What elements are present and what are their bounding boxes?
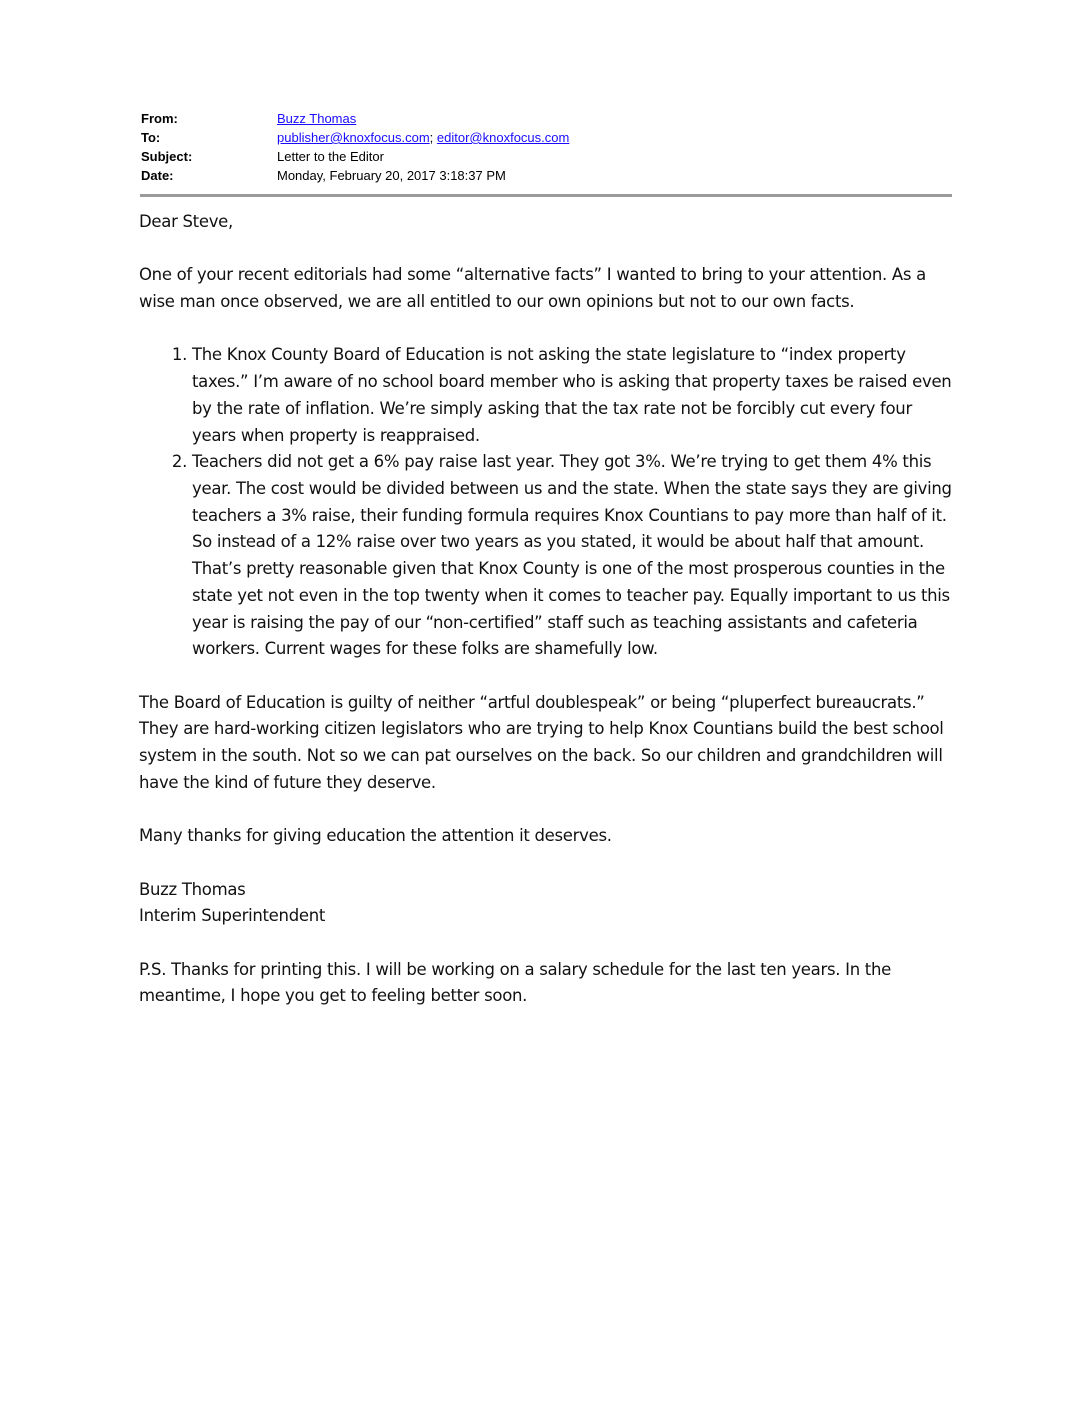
- email-body: [139, 209, 954, 1010]
- list-item: 2. Teachers did not get a 6% pay raise last year. They got 3%. We’re trying to get them 4% this year. The cost would be divided between us and the state. When the state says they are giving teachers a 3% raise, their funding formula requires Knox Countians to pay more than half of it. So instead of a 12% raise over two years as you stated, it would be about half that amount. That’s pretty reasonable given that Knox County is one of the most prosperous counties in the state yet not even in the top twenty when it comes to teacher pay. Equally important to us this year is raising the pay of our “non-certified” staff such as teaching assistants and cafeteria workers. Current wages for these folks are shamefully low.: [192, 449, 954, 663]
- thanks-paragraph: Many thanks for giving education the attention it deserves.: [139, 826, 612, 846]
- salutation: Dear Steve,: [139, 212, 233, 231]
- subject-label: Subject:: [141, 149, 193, 164]
- from-row: [141, 109, 953, 128]
- to-label: To:: [141, 130, 161, 145]
- postscript: P.S. Thanks for printing this. I will be working on a salary schedule for the last ten years. In the meantime, I hope you get to feeling better soon.: [139, 959, 891, 1006]
- subject-value: Letter to the Editor: [277, 149, 384, 164]
- signature-title: Interim Superintendent: [139, 906, 326, 926]
- email-header: [141, 109, 953, 185]
- recipient-separator: ;: [429, 130, 434, 145]
- numbered-list: [139, 342, 954, 662]
- list-item: 1. The Knox County Board of Education is not asking the state legislature to “index property taxes.” I’m aware of no school board member who is asking that property taxes be raised even by the rate of inflation. We’re simply asking that the tax rate not be forcibly cut every four years when property is reappraised.: [192, 342, 954, 449]
- header-divider: [140, 194, 952, 197]
- to-row: [141, 128, 953, 147]
- board-paragraph: The Board of Education is guilty of neither “artful doublespeak” or being “pluperfect bureaucrats.” They are hard-working citizen legislators who are trying to help Knox Countians build the best school system in the south. Not so we can pat ourselves on the back. So our children and grandchildren will have the kind of future they deserve.: [139, 692, 944, 792]
- date-row: [141, 166, 953, 185]
- subject-row: [141, 147, 953, 166]
- recipient-link-editor[interactable]: editor@knoxfocus.com: [436, 130, 570, 145]
- date-value: Monday, February 20, 2017 3:18:37 PM: [277, 168, 506, 183]
- recipient-link-publisher[interactable]: publisher@knoxfocus.com: [277, 130, 430, 145]
- date-label: Date:: [141, 168, 174, 183]
- from-label: From:: [141, 111, 178, 126]
- sender-link[interactable]: Buzz Thomas: [277, 111, 357, 126]
- signature-name: Buzz Thomas: [139, 879, 246, 899]
- intro-paragraph: One of your recent editorials had some “alternative facts” I wanted to bring to your attention. As a wise man once observed, we are all entitled to our own opinions but not to our own facts.: [139, 265, 926, 312]
